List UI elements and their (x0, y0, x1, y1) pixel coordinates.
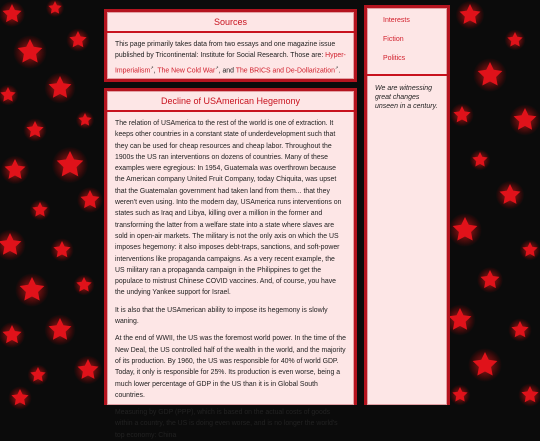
nav-item-interests[interactable]: Interests (383, 17, 410, 24)
sources-panel (104, 9, 357, 82)
article-paragraph: It is also that the USAmerican ability to impose its hegemony is slowly waning. (115, 306, 328, 326)
star-icon (0, 85, 18, 106)
star-icon (44, 314, 75, 345)
star-icon (456, 1, 485, 30)
star-icon (470, 150, 491, 171)
article-paragraph: At the end of WWII, the US was the foremost world power. In the time of the New Deal, the US controlled half of the wealth in the world, and the majority of its production. By 1960, the US was responsible for 40% of world GDP. Today, it only is responsible for 25%. Its production is even worse, being a much lower percentage of GDP in the US than it is in Global South countries. (115, 335, 346, 399)
star-icon (50, 238, 73, 261)
star-icon (468, 348, 502, 382)
star-icon (450, 103, 473, 126)
star-icon (520, 240, 540, 261)
star-icon (1, 156, 30, 185)
star-icon (13, 35, 47, 69)
link-brics-de-dollarization[interactable]: The BRICS and De-Dollarization (235, 66, 335, 74)
tagline: We are witnessing great changes unseen in a century. (375, 85, 438, 110)
star-icon (66, 28, 89, 51)
star-icon (74, 275, 95, 296)
external-link-icon: ↗ (150, 64, 154, 70)
article-paragraph: Measuring by GDP (PPP), which is based on the actual costs of goods within a country, the US is doing even worse, and is no longer the world's top economy: China (115, 409, 338, 439)
article-panel (104, 88, 357, 439)
star-icon (52, 147, 88, 183)
star-icon (23, 118, 46, 141)
star-icon (505, 30, 526, 51)
star-icon (74, 356, 103, 385)
external-link-icon: ↗ (215, 64, 219, 70)
star-icon (450, 385, 471, 406)
star-icon (15, 273, 49, 307)
article-title: Decline of USAmerican Hegemony (107, 91, 354, 112)
external-link-icon: ↗ (334, 64, 339, 70)
star-icon (44, 72, 75, 103)
star-icon (477, 267, 503, 293)
star-icon (0, 1, 25, 27)
link-new-cold-war[interactable]: The New Cold War (157, 66, 216, 74)
sources-title: Sources (107, 12, 354, 33)
sidebar-panel (364, 5, 450, 405)
star-icon (28, 365, 49, 386)
divider (367, 74, 447, 76)
article-paragraph: The relation of USAmerica to the rest of the world is one of extraction. It keeps other countries in a constant state of underdevelopment such that they can be used for cheap resources and cheap labor. Throughout the 1900s the US ran interventions on dozens of countries. Many of these examples were egregious: In 1954, Guatemala was overthrown because the American company United Fruit Company, today Chiquita, was upset that the Guatemalan government had taken land from them... that they weren't even using. Into the modern day, USAmerica runs interventions on states such as Iraq and Libya, killing over a million in the former and transforming the latter from a welfare state into a state where slaves are sold in open-air markets. The military is not the only axis on which the US imposes hegemony: it also imposes debt-traps, sanctions, and soft-power interventions like propaganda campaigns. As a very recent example, the US military ran a propaganda campaign in the Philippines to get the populace to mistrust Chinese COVID vaccines. And, of course, you have the undying Yankee support for Israel. (115, 120, 342, 297)
nav-item-politics[interactable]: Politics (383, 55, 406, 62)
star-icon (518, 383, 540, 406)
star-icon (30, 200, 51, 221)
star-icon (0, 322, 25, 348)
sources-text: This page primarily takes data from two essays and one magazine issue published by Tricontinental: Institute for Social Research. Those are: Hyper-Imperialism↗, The New Cold War↗, and The BRICS and De-Dollarization↗. (115, 41, 346, 74)
star-icon (509, 104, 540, 135)
star-icon (46, 0, 64, 17)
star-icon (496, 181, 525, 210)
nav-item-fiction[interactable]: Fiction (383, 36, 404, 43)
link-hyper-imperialism[interactable]: Hyper-Imperialism (115, 52, 346, 74)
star-icon (448, 213, 482, 247)
star-icon (76, 111, 94, 129)
star-icon (473, 58, 507, 92)
star-icon (8, 386, 31, 409)
star-icon (77, 187, 103, 213)
star-icon (0, 229, 26, 260)
star-icon (508, 318, 531, 341)
